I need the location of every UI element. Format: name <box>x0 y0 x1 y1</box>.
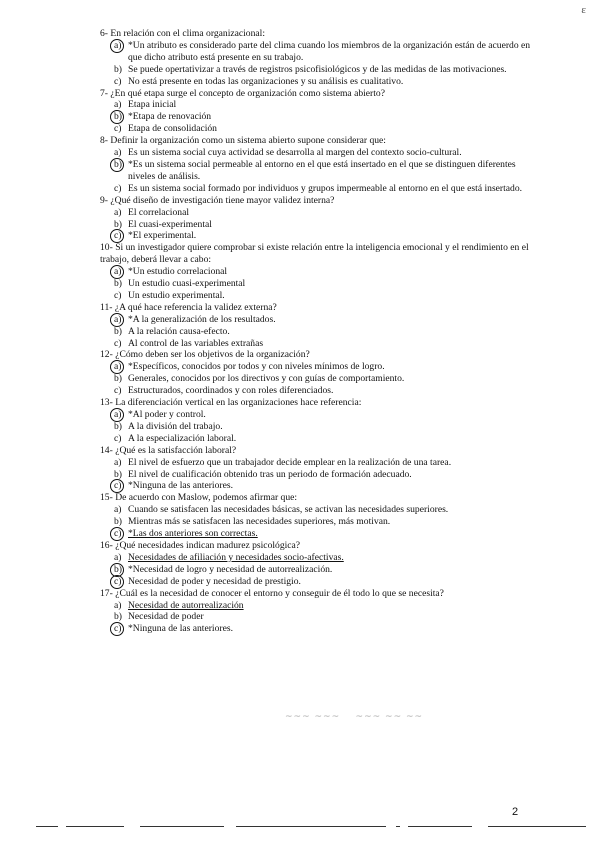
option-text: *Al poder y control. <box>128 409 206 420</box>
option-text: Necesidad de autorrealización <box>128 599 244 611</box>
question-number: 11- <box>100 301 113 313</box>
answer-option <box>100 421 540 433</box>
answer-option <box>100 576 540 588</box>
question-text: La diferenciación vertical en las organizaciones hace referencia: <box>115 397 362 409</box>
answer-option <box>100 219 540 231</box>
answer-option <box>100 516 540 528</box>
question-block <box>100 195 540 243</box>
question-text: ¿Cuál es la necesidad de conocer el entorno y conseguir de él todo lo que se necesita? <box>115 587 444 599</box>
option-letter: a) <box>114 551 122 563</box>
option-letter: b) <box>114 468 122 480</box>
answer-option <box>100 373 540 385</box>
answer-option <box>100 278 540 290</box>
option-letter: c) <box>114 623 122 635</box>
option-text: *Es un sistema social permeable al entorno en el que está insertado en el que se distinguen diferentes niveles de análisis. <box>128 158 516 182</box>
answer-option <box>100 159 540 183</box>
question-text: ¿Qué es la satisfacción laboral? <box>115 444 237 456</box>
option-text: *A la generalización de los resultados. <box>128 313 276 325</box>
question-text: Definir la organización como un sistema abierto supone considerar que: <box>110 135 386 147</box>
option-letter: a) <box>114 456 122 468</box>
question-block <box>100 88 540 136</box>
answer-option <box>100 123 540 135</box>
option-letter: c) <box>114 432 122 444</box>
option-letter: b) <box>114 278 122 290</box>
question-text: ¿Cómo deben ser los objetivos de la organización? <box>115 349 310 361</box>
option-text: *Necesidad de logro y necesidad de autorrealización. <box>128 563 333 575</box>
option-text: Se puede opertativizar a través de registros psicofisiológicos y de las medidas de las motivaciones. <box>128 63 507 75</box>
option-letter: b) <box>114 218 122 230</box>
option-letter: b) <box>114 563 122 575</box>
option-text: Etapa de consolidación <box>128 123 217 135</box>
option-text: El nivel de esfuerzo que un trabajador decide emplear en la realización de una tarea. <box>128 456 452 468</box>
option-text: *Ninguna de las anteriores. <box>128 480 233 492</box>
option-letter: a) <box>114 99 122 111</box>
question-number: 12- <box>100 349 113 361</box>
option-text: Generales, conocidos por los directivos y con guías de comportamiento. <box>128 373 405 385</box>
answer-option <box>100 338 540 350</box>
option-letter: b) <box>114 611 122 623</box>
answer-option <box>100 76 540 88</box>
option-text: *Ninguna de las anteriores. <box>128 623 233 635</box>
question-stem <box>100 492 540 504</box>
option-letter: c) <box>114 230 122 242</box>
option-text: Necesidad de poder y necesidad de prestigio. <box>128 575 301 587</box>
option-letter: a) <box>114 313 122 325</box>
answer-option <box>100 457 540 469</box>
answer-option <box>100 469 540 481</box>
option-text: A la relación causa-efecto. <box>128 325 230 337</box>
question-number: 9- <box>100 194 108 206</box>
option-text: El cuasi-experimental <box>128 218 212 230</box>
option-text: Un estudio experimental. <box>128 289 225 301</box>
footer-rule <box>36 826 586 830</box>
question-stem <box>100 349 540 361</box>
question-number: 8- <box>100 135 108 147</box>
option-letter: a) <box>114 409 122 420</box>
option-letter: c) <box>114 480 122 492</box>
option-letter: a) <box>114 206 122 218</box>
option-letter: a) <box>114 599 122 611</box>
option-letter: c) <box>114 123 122 135</box>
option-text: A la especialización laboral. <box>128 432 237 444</box>
question-number: 15- <box>100 492 113 504</box>
answer-option <box>100 183 540 195</box>
question-block <box>100 349 540 397</box>
option-letter: c) <box>114 182 122 194</box>
option-letter: a) <box>114 39 122 51</box>
option-text: El nivel de cualificación obtenido tras un periodo de formación adecuado. <box>128 468 412 480</box>
answer-option <box>100 480 540 492</box>
option-text: Necesidad de poder <box>128 611 204 623</box>
answer-option <box>100 433 540 445</box>
option-letter: b) <box>114 373 122 385</box>
question-block <box>100 302 540 350</box>
option-letter: a) <box>114 504 122 516</box>
answer-option <box>100 230 540 242</box>
question-block <box>100 135 540 195</box>
option-text: *Un estudio correlacional <box>128 266 228 278</box>
option-text: No está presente en todas las organizaciones y su análisis es cualitativo. <box>128 75 404 87</box>
option-letter: b) <box>114 325 122 337</box>
option-text: Es un sistema social formado por individuos y grupos impermeable al entorno en el que está insertado. <box>128 182 523 194</box>
question-number: 14- <box>100 444 113 456</box>
question-text: En relación con el clima organizacional: <box>110 28 265 39</box>
answer-option <box>100 385 540 397</box>
option-text: *Etapa de renovación <box>128 111 212 123</box>
option-text: *El experimental. <box>128 230 197 242</box>
option-text: *Específicos, conocidos por todos y con niveles mínimos de logro. <box>128 361 385 373</box>
option-text: Etapa inicial <box>128 99 177 111</box>
question-block <box>100 28 540 88</box>
option-text: El correlacional <box>128 206 189 218</box>
answer-option <box>100 326 540 338</box>
question-stem <box>100 397 540 409</box>
question-stem <box>100 242 540 266</box>
answer-option <box>100 528 540 540</box>
answer-option <box>100 361 540 373</box>
option-letter: b) <box>114 158 122 170</box>
option-letter: c) <box>114 385 122 397</box>
question-block <box>100 540 540 588</box>
question-block <box>100 242 540 302</box>
page-number: 2 <box>512 806 519 818</box>
question-number: 10- <box>100 242 113 254</box>
question-block <box>100 492 540 540</box>
question-text: ¿Qué necesidades indican madurez psicológica? <box>115 539 301 551</box>
option-text: Necesidades de afiliación y necesidades socio-afectivas. <box>128 551 344 563</box>
answer-option <box>100 314 540 326</box>
option-letter: b) <box>114 516 122 528</box>
option-letter: b) <box>114 420 122 432</box>
option-letter: b) <box>114 111 122 123</box>
answer-option <box>100 552 540 564</box>
question-list <box>100 28 540 635</box>
question-block <box>100 445 540 493</box>
faded-handwritten-note: ~~~ ~~~ ~~~ ~~ ~~ <box>285 712 424 722</box>
option-text: A la división del trabajo. <box>128 420 223 432</box>
option-text: Estructurados, coordinados y con roles diferenciados. <box>128 385 334 397</box>
question-number: 13- <box>100 397 113 409</box>
question-text: ¿En qué etapa surge el concepto de organización como sistema abierto? <box>110 87 385 99</box>
answer-option <box>100 64 540 76</box>
question-block <box>100 588 540 636</box>
option-text: Cuando se satisfacen las necesidades básicas, se activan las necesidades superiores. <box>128 504 449 516</box>
question-stem <box>100 588 540 600</box>
option-letter: c) <box>114 528 122 540</box>
question-number: 17- <box>100 587 113 599</box>
question-number: 7- <box>100 87 108 99</box>
question-text: Si un investigador quiere comprobar si existe relación entre la inteligencia emocional y el rendimiento en el trabajo, deberá llevar a cabo: <box>100 242 529 266</box>
answer-option <box>100 504 540 516</box>
answer-option <box>100 611 540 623</box>
question-stem <box>100 302 540 314</box>
option-letter: c) <box>114 75 122 87</box>
option-text: Es un sistema social cuya actividad se desarrolla al margen del contexto socio-cultural. <box>128 147 462 159</box>
option-letter: a) <box>114 147 122 159</box>
option-letter: c) <box>114 575 122 587</box>
question-text: ¿Qué diseño de investigación tiene mayor validez interna? <box>110 194 335 206</box>
question-number: 6- <box>100 28 108 39</box>
answer-option <box>100 564 540 576</box>
answer-option <box>100 99 540 111</box>
question-stem <box>100 88 540 100</box>
answer-option <box>100 600 540 612</box>
option-letter: b) <box>114 63 122 75</box>
answer-option <box>100 147 540 159</box>
option-letter: a) <box>114 361 122 373</box>
option-text: Mientras más se satisfacen las necesidades superiores, más motivan. <box>128 516 391 528</box>
option-text: *Las dos anteriores son correctas. <box>128 528 258 540</box>
answer-option <box>100 40 540 64</box>
question-stem <box>100 445 540 457</box>
answer-option <box>100 266 540 278</box>
answer-option <box>100 409 540 421</box>
question-block <box>100 397 540 445</box>
answer-option <box>100 290 540 302</box>
option-text: *Un atributo es considerado parte del clima cuando los miembros de la organización están de acuerdo en que dicho atributo está presente en su trabajo. <box>128 39 531 63</box>
option-letter: c) <box>114 289 122 301</box>
question-stem <box>100 135 540 147</box>
question-text: De acuerdo con Maslow, podemos afirmar que: <box>115 492 298 504</box>
corner-mark: ε <box>581 4 586 16</box>
question-stem <box>100 195 540 207</box>
answer-option <box>100 207 540 219</box>
option-letter: c) <box>114 337 122 349</box>
question-stem <box>100 540 540 552</box>
question-stem <box>100 28 540 40</box>
option-text: Un estudio cuasi-experimental <box>128 278 246 290</box>
answer-option <box>100 623 540 635</box>
answer-option <box>100 111 540 123</box>
option-letter: a) <box>114 266 122 278</box>
question-text: ¿A qué hace referencia la validez externa? <box>114 301 277 313</box>
question-number: 16- <box>100 539 113 551</box>
option-text: Al control de las variables extrañas <box>128 337 264 349</box>
